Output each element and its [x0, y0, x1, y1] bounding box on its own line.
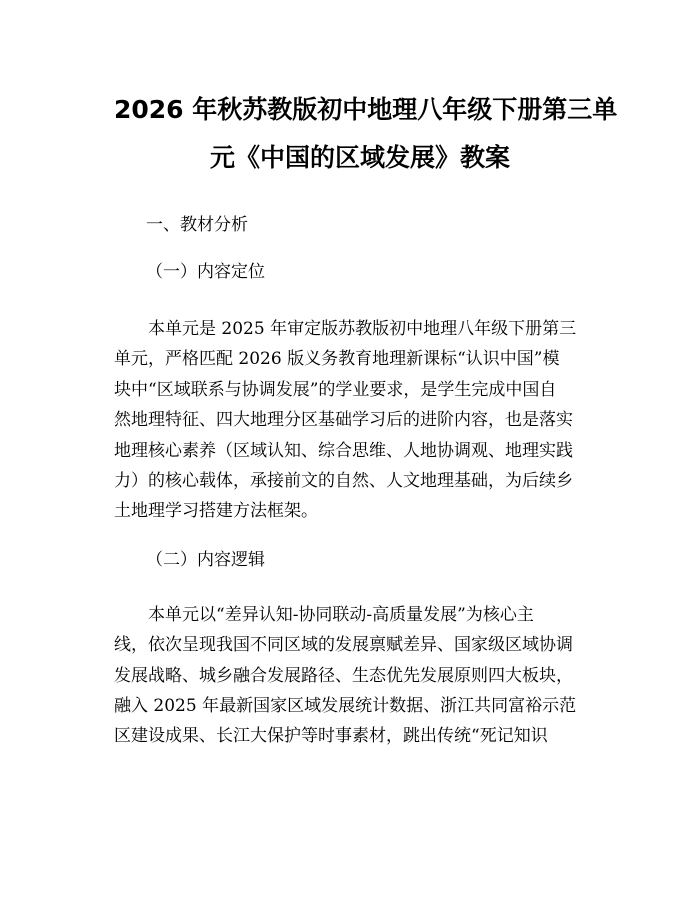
- paragraph-line: 力）的核心载体，承接前文的自然、人文地理基础，为后续乡: [114, 471, 573, 492]
- section-heading-teaching-material-analysis: 一、教材分析: [146, 215, 248, 235]
- subsection-heading-content-logic: （二）内容逻辑: [146, 549, 265, 570]
- title-line: 元《中国的区域发展》教案: [209, 143, 510, 172]
- paragraph-line: 区建设成果、长江大保护等时事素材，跳出传统“死记知识: [114, 726, 548, 747]
- paragraph-line: 本单元以“差异认知-协同联动-高质量发展”为核心主: [114, 604, 534, 625]
- document-title: [114, 0, 618, 182]
- paragraph-line: 单元，严格匹配 2026 版义务教育地理新课标“认识中国”模: [114, 349, 560, 370]
- paragraph-line: 融入 2025 年最新国家区域发展统计数据、浙江共同富裕示范: [114, 696, 577, 717]
- paragraph-line: 本单元是 2025 年审定版苏教版初中地理八年级下册第三: [114, 319, 577, 339]
- paragraph-line: 地理核心素养（区域认知、综合思维、人地协调观、地理实践: [114, 440, 573, 461]
- paragraph-line: 块中“区域联系与协调发展”的学业要求，是学生完成中国自: [114, 379, 557, 400]
- paragraph-content-positioning: [114, 314, 606, 527]
- paragraph-line: 发展战略、城乡融合发展路径、生态优先发展原则四大板块，: [114, 665, 573, 686]
- paragraph-line: 然地理特征、四大地理分区基础学习后的进阶内容，也是落实: [114, 410, 573, 431]
- title-line: 2026 年秋苏教版初中地理八年级下册第三单: [114, 95, 618, 124]
- subsection-heading-content-positioning: （一）内容定位: [146, 262, 265, 282]
- paragraph-content-logic: [114, 600, 606, 752]
- paragraph-line: 土地理学习搭建方法框架。: [114, 501, 318, 522]
- paragraph-line: 线，依次呈现我国不同区域的发展禀赋差异、国家级区域协调: [114, 635, 573, 656]
